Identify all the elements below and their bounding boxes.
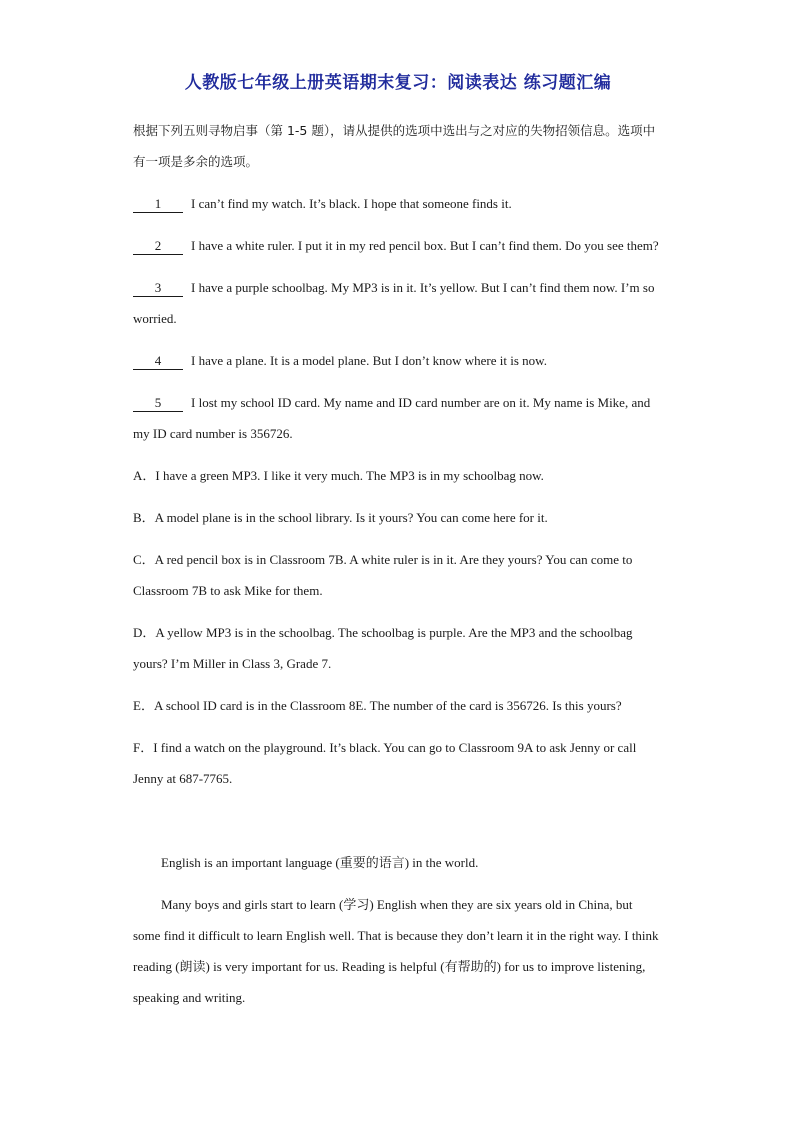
question-2-text: I have a white ruler. I put it in my red pencil box. But I can’t find them. Do you see them? xyxy=(191,238,659,253)
question-5 xyxy=(133,387,663,449)
answer-blank-2[interactable]: 2 xyxy=(133,238,183,255)
option-a: A．I have a green MP3. I like it very much. The MP3 is in my schoolbag now. xyxy=(133,468,544,483)
answer-blank-4[interactable]: 4 xyxy=(133,353,183,370)
option-f: F．I find a watch on the playground. It’s black. You can go to Classroom 9A to ask Jenny or call Jenny at 687-7765. xyxy=(133,740,637,786)
instruction-text: 根据下列五则寻物启事（第 1-5 题），请从提供的选项中选出与之对应的失物招领信息。选项中有一项是多余的选项。 xyxy=(133,123,656,169)
question-5-text: I lost my school ID card. My name and ID card number are on it. My name is Mike, and my ID card number is 356726. xyxy=(133,395,651,441)
question-4 xyxy=(133,345,663,376)
question-1 xyxy=(133,188,663,219)
document-page xyxy=(133,68,663,1024)
question-3 xyxy=(133,272,663,334)
option-b: B．A model plane is in the school library. Is it yours? You can come here for it. xyxy=(133,510,548,525)
document-title: 人教版七年级上册英语期末复习：阅读表达 练习题汇编 xyxy=(184,73,612,93)
answer-blank-3[interactable]: 3 xyxy=(133,280,183,297)
option-e: E．A school ID card is in the Classroom 8E. The number of the card is 356726. Is this yours? xyxy=(133,698,622,713)
passage-paragraph-1: English is an important language (重要的语言) in the world. xyxy=(161,855,479,870)
answer-blank-5[interactable]: 5 xyxy=(133,395,183,412)
question-3-text: I have a purple schoolbag. My MP3 is in it. It’s yellow. But I can’t find them now. I’m so worried. xyxy=(133,280,655,326)
question-2 xyxy=(133,230,663,261)
option-c: C．A red pencil box is in Classroom 7B. A white ruler is in it. Are they yours? You can come to Classroom 7B to ask Mike for them. xyxy=(133,552,633,598)
passage-paragraph-2: Many boys and girls start to learn (学习) English when they are six years old in China, but some find it difficult to learn English well. That is because they don’t learn it in the right way. I think reading (朗读) is very important for us. Reading is helpful (有帮助的) for us to improve listening, speaking and writing. xyxy=(133,897,659,1005)
question-1-text: I can’t find my watch. It’s black. I hope that someone finds it. xyxy=(191,196,512,211)
answer-blank-1[interactable]: 1 xyxy=(133,196,183,213)
option-d: D．A yellow MP3 is in the schoolbag. The schoolbag is purple. Are the MP3 and the schoolbag yours? I’m Miller in Class 3, Grade 7. xyxy=(133,625,633,671)
section-spacer xyxy=(133,805,663,847)
question-4-text: I have a plane. It is a model plane. But I don’t know where it is now. xyxy=(191,353,547,368)
